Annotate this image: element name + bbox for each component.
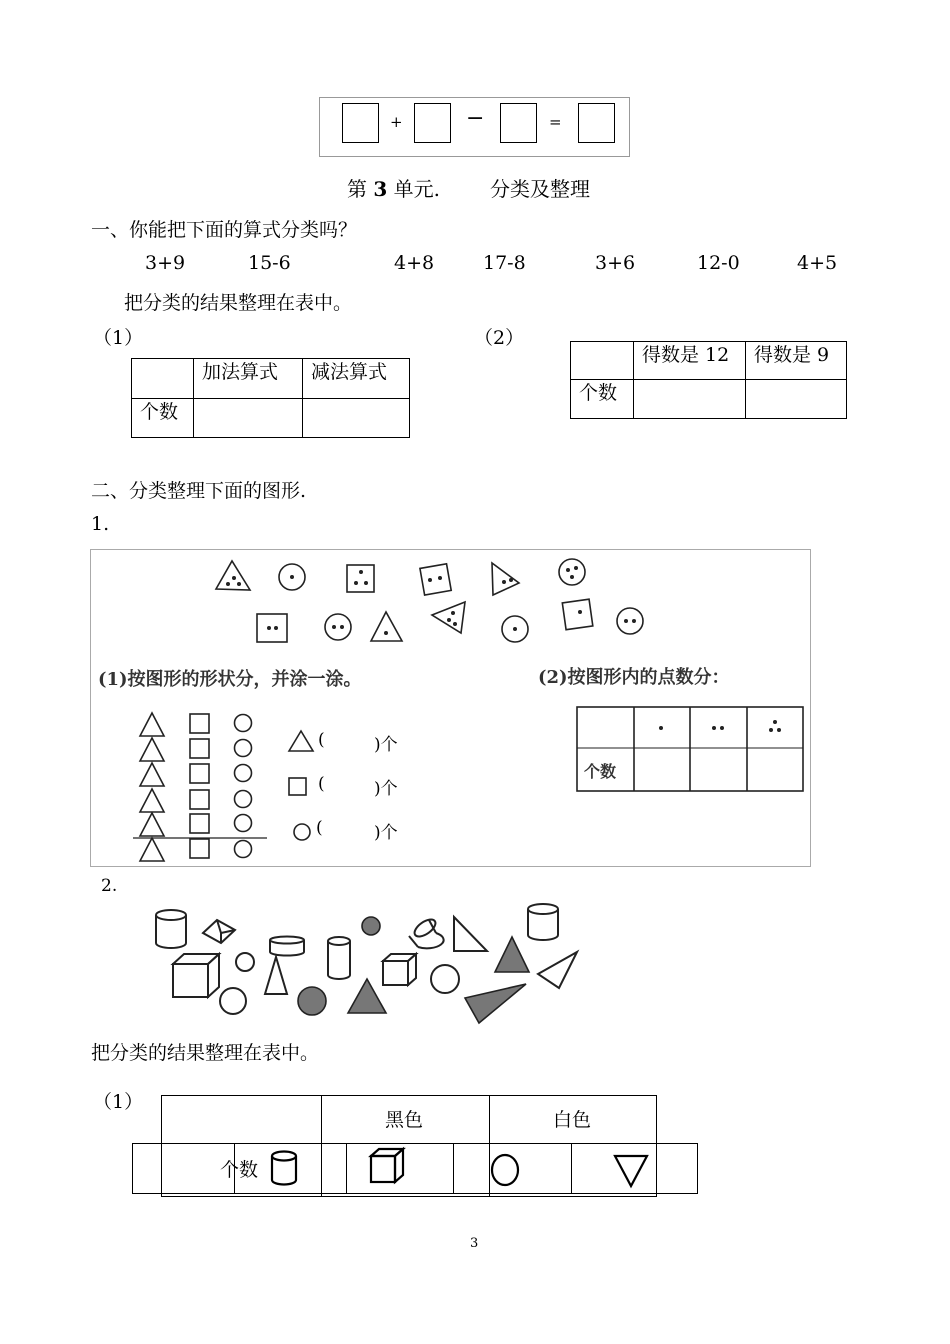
unit-suffix: 单元. [387,177,440,201]
answer-box-3[interactable] [500,103,537,143]
square-icon [347,565,374,592]
expression: 4+8 [394,252,435,274]
square-icon [289,778,306,795]
tally-open: ( [316,818,323,838]
table-header-white: 白色 [553,1109,592,1131]
q1-instruction: 把分类的结果整理在表中。 [124,292,353,314]
minus-sign: − [466,106,485,131]
circle-icon [236,953,254,971]
expression: 15-6 [248,252,291,274]
cylinder-icon [156,910,186,948]
table-header-black: 黑色 [385,1109,424,1131]
q1-part2-label: （2） [474,327,525,349]
row-label: 个数 [220,1159,259,1181]
table-header: 减法算式 [303,359,410,399]
q1-part1-label: （1） [93,327,144,349]
table-header: 得数是 12 [634,342,746,380]
answer-cell[interactable] [194,399,303,438]
circle-icon [294,824,310,840]
circle-icon [617,608,643,634]
fig1-count-label: 个数 [584,762,617,781]
unit-number: 3 [373,177,388,201]
cylinder-icon [272,1152,296,1185]
circle-icon [431,965,459,993]
triangle-icon [265,957,287,994]
triangle-icon [454,917,487,951]
triangle-icon [432,602,465,633]
fig1-part1-caption: (1)按图形的形状分，并涂一涂。 [98,669,362,690]
expression: 3+9 [145,252,186,274]
triangle-icon [371,612,402,641]
cube-icon [173,954,219,997]
triangle-icon [615,1156,647,1186]
expression: 17-8 [483,252,526,274]
expression: 4+5 [797,252,838,274]
page-number: 3 [470,1236,479,1251]
triangle-icon [538,952,577,988]
q1-title: 一、你能把下面的算式分类吗？ [91,219,358,241]
tally-close: )个 [374,735,398,755]
answer-box-1[interactable] [342,103,379,143]
item-1-label: 1. [91,513,110,535]
circle-icon [559,559,585,585]
q1-table-2 [570,341,847,419]
tally-open: ( [318,774,325,794]
triangle-icon [492,563,519,595]
cube-icon [371,1149,403,1182]
answer-cell[interactable] [746,380,847,419]
triangle-icon [495,937,529,972]
figure-shapes [91,550,812,868]
q2-instruction: 把分类的结果整理在表中。 [91,1042,320,1064]
row-label: 个数 [132,399,194,438]
table-header: 加法算式 [194,359,303,399]
cylinder-icon [270,937,304,956]
solids-figure [140,900,600,1030]
expression: 12-0 [697,252,740,274]
unit-title [347,173,440,202]
q2-table-label: （1） [93,1091,144,1113]
q1-table-1 [131,358,410,438]
cylinder-icon [528,904,558,940]
unit-prefix: 第 [347,177,374,201]
unit-name: 分类及整理 [490,177,590,201]
circle-icon [325,614,351,640]
triangle-icon [216,561,250,590]
circle-icon [362,917,380,935]
equals-sign: = [549,113,562,131]
expression: 3+6 [595,252,636,274]
answer-box-4[interactable] [578,103,615,143]
fig1-part2-caption: (2)按图形内的点数分： [538,667,730,688]
triangle-icon [289,731,313,751]
table-icons [0,1140,700,1200]
row-label: 个数 [571,380,634,419]
plus-sign: + [390,113,403,131]
cube-icon [383,954,416,985]
triangle-icon [465,984,526,1023]
square-icon [562,599,592,629]
answer-cell[interactable] [634,380,746,419]
cylinder-icon [409,916,444,948]
circle-icon [220,988,246,1014]
square-icon [257,614,287,642]
tally-close: )个 [374,779,398,799]
square-icon [420,564,451,595]
answer-box-2[interactable] [414,103,451,143]
item-2-label: 2. [101,876,118,896]
cube-icon [203,920,235,943]
table-header: 得数是 9 [746,342,847,380]
answer-cell[interactable] [303,399,410,438]
triangle-icon [348,979,386,1013]
tally-open: ( [318,730,325,750]
cylinder-icon [328,937,350,979]
circle-icon [492,1155,518,1185]
shapes-figure [90,549,811,867]
circle-icon [298,987,326,1015]
q2-title: 二、分类整理下面的图形. [91,480,307,502]
tally-close: )个 [374,823,398,843]
